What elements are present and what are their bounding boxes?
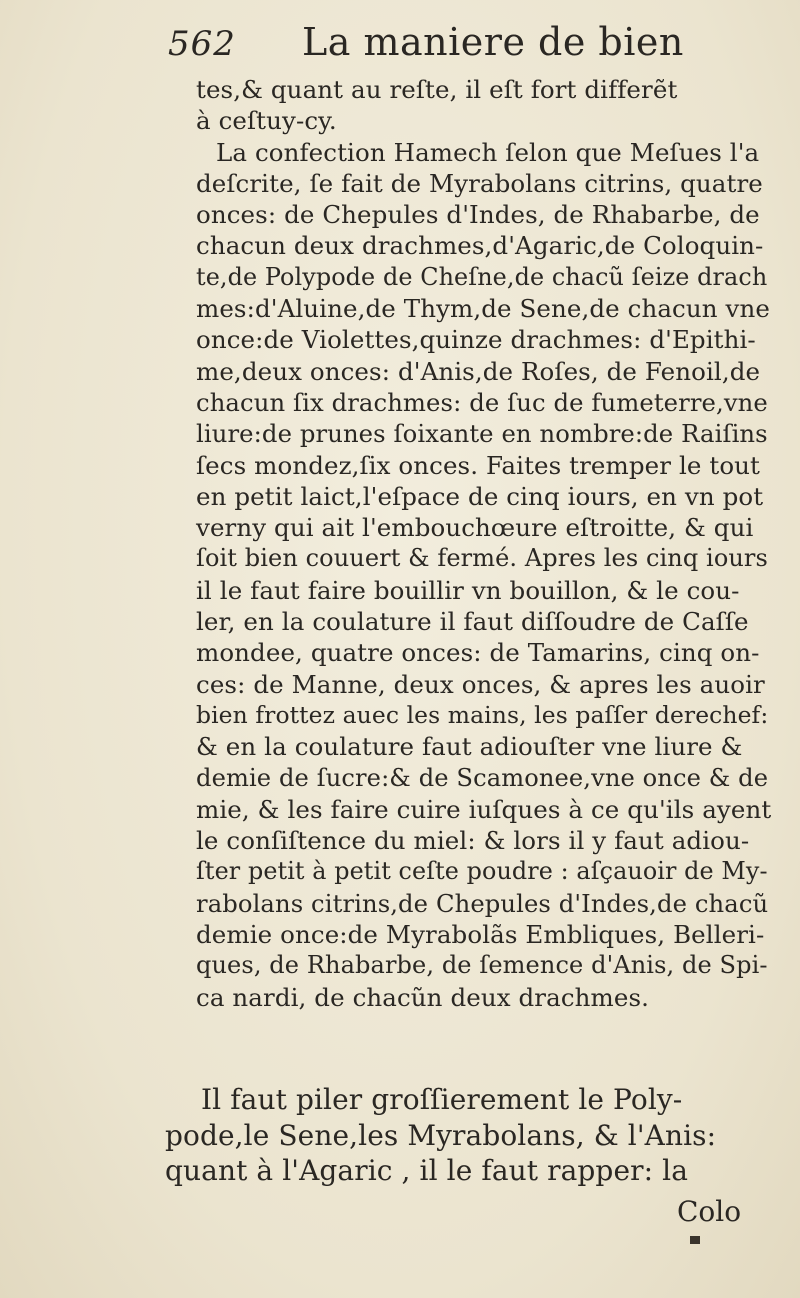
text-line: ca nardi, de chacũn deux drachmes. (196, 982, 650, 1012)
text-line: demie once:de Myrabolãs Embliques, Belleri- (196, 920, 765, 950)
text-line: verny qui ait l'embouchœure eſtroitte, & qui (196, 513, 754, 543)
text-line: once:de Violettes,quinze drachmes: d'Epithi- (196, 325, 756, 355)
text-line: à ceſtuy-cy. (196, 106, 337, 136)
catchword: Colo (677, 1195, 742, 1228)
running-title: La maniere de bien (302, 20, 684, 64)
ink-mark (690, 1236, 700, 1244)
text-line: La confection Hamech ſelon que Meſues l'a (216, 137, 760, 167)
text-line: demie de ſucre:& de Scamonee,vne once & de (196, 763, 769, 792)
text-line: Il faut piler groſſierement le Poly- (201, 1083, 683, 1116)
text-line: ſoit bien couuert & fermé. Apres les cinq iours (196, 544, 768, 573)
text-line: quant à l'Agaric , il le faut rapper: la (165, 1154, 688, 1187)
text-line: chacun deux drachmes,d'Agaric,de Coloquin- (196, 231, 764, 261)
text-line: tes,& quant au reſte, il eſt fort differẽt (196, 75, 678, 104)
text-line: rabolans citrins,de Chepules d'Indes,de chacũ (196, 888, 769, 918)
text-line: mie, & les faire cuire iuſques à ce qu'ils ayent (196, 794, 772, 824)
text-line: en petit laict,l'eſpace de cinq iours, en vn pot (196, 481, 764, 511)
text-line: pode,le Sene,les Myrabolans, & l'Anis: (165, 1118, 717, 1152)
text-line: te,de Polypode de Cheſne,de chacũ ſeize drach (196, 262, 768, 291)
text-line: mes:d'Aluine,de Thym,de Sene,de chacun vne (196, 294, 770, 324)
text-line: ſter petit à petit ceſte poudre : aſçauoir de My- (196, 857, 768, 886)
text-line: bien frottez auec les mains, les paſſer derechef: (196, 700, 769, 729)
text-line: il le faut faire bouillir vn bouillon, & le cou- (196, 575, 740, 605)
text-line: ces: de Manne, deux onces, & apres les auoir (196, 669, 765, 699)
text-line: deſcrite, ſe fait de Myrabolans citrins, quatre (196, 168, 763, 198)
paragraph-1 (196, 74, 771, 1013)
paragraph-2 (165, 1082, 765, 1189)
text-line: chacun ſix drachmes: de ſuc de fumeterre,vne (196, 387, 768, 417)
text-line: ſecs mondez,ſix onces. Faites tremper le tout (196, 450, 760, 480)
page-number: 562 (168, 24, 236, 64)
text-line: & en la coulature faut adiouſter vne liure & (196, 732, 743, 762)
text-line: liure:de prunes ſoixante en nombre:de Raiſins (196, 419, 768, 449)
text-line: mondee, quatre onces: de Tamarins, cinq on- (196, 638, 760, 668)
text-line: onces: de Chepules d'Indes, de Rhabarbe, de (196, 200, 760, 230)
text-line: me,deux onces: d'Anis,de Roſes, de Fenoil,de (196, 356, 761, 386)
text-line: ler, en la coulature il faut diſſoudre de Caſſe (196, 607, 749, 637)
text-line: ques, de Rhabarbe, de ſemence d'Anis, de Spi- (196, 951, 768, 980)
page-header (168, 16, 768, 66)
text-line: le conſiſtence du miel: & lors il y faut adiou- (196, 826, 750, 856)
